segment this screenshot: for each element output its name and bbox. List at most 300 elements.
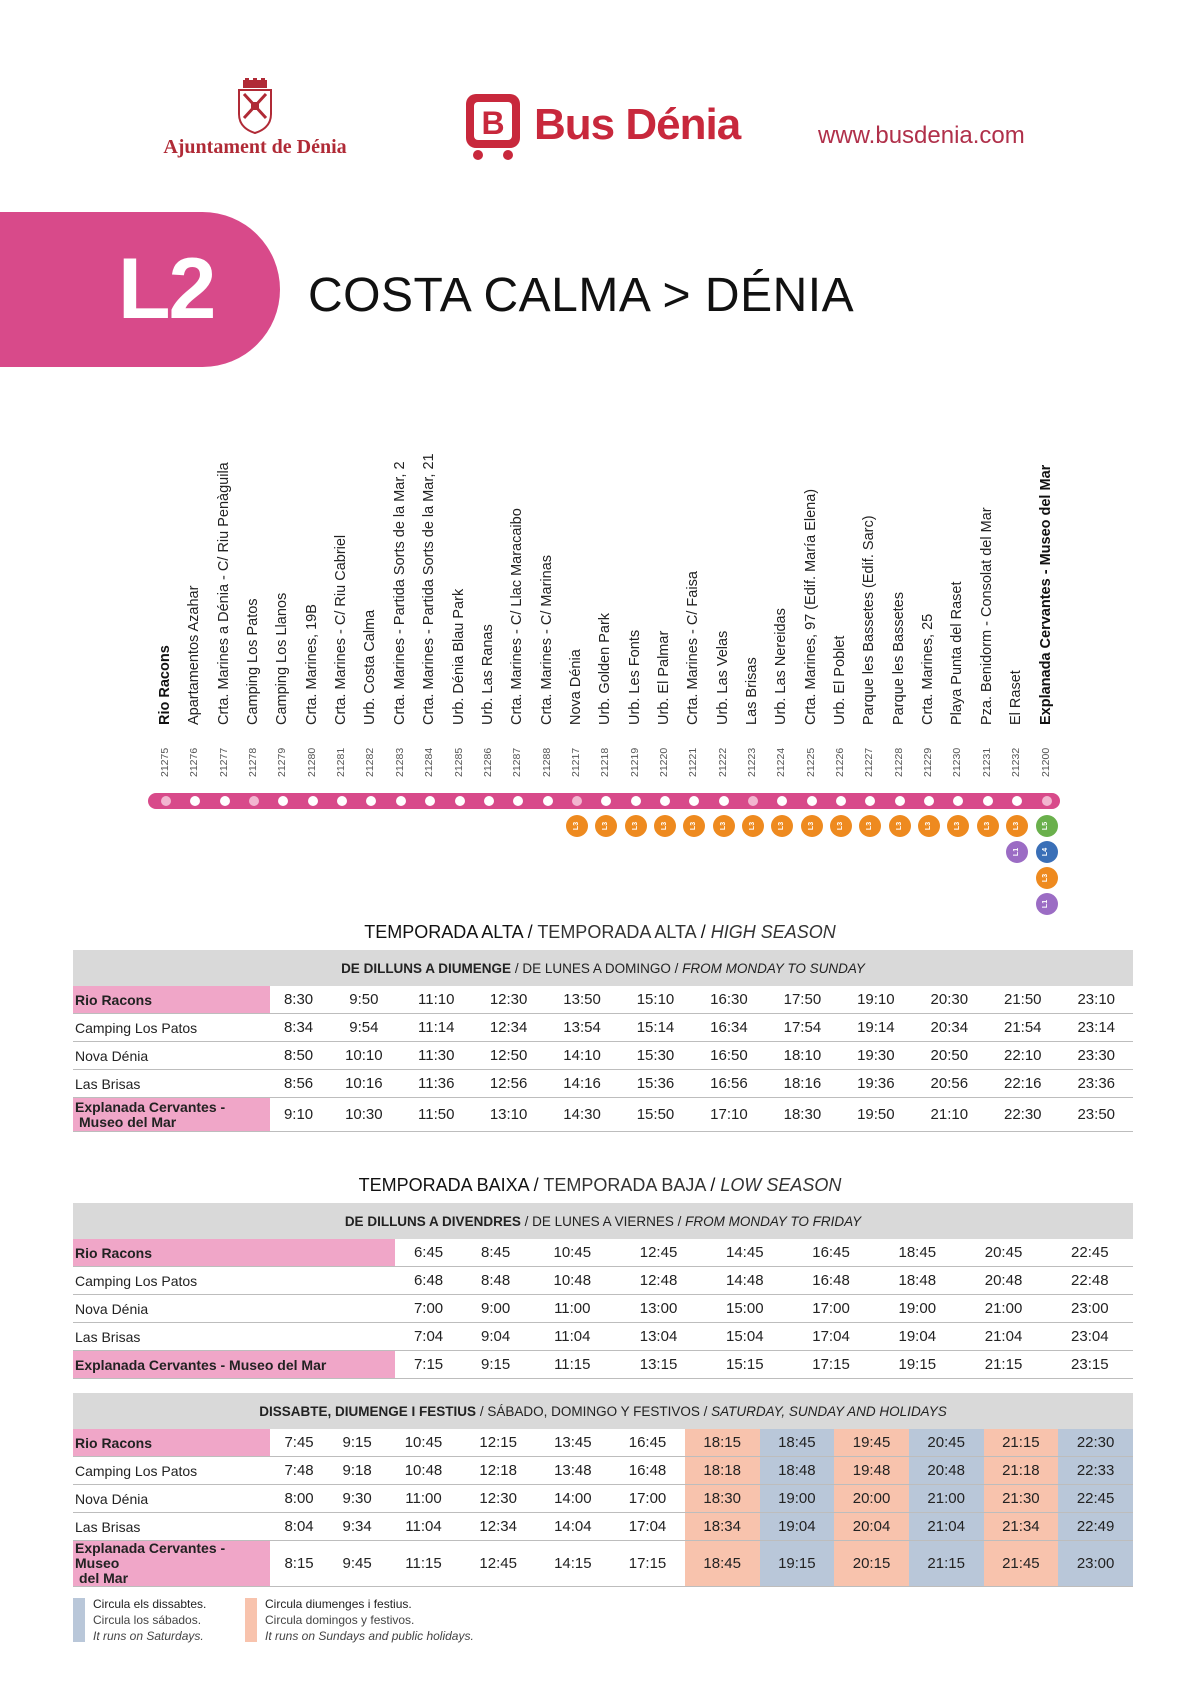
stop-label: Camping Los Patos [75, 1019, 198, 1036]
badge-label: L3 [631, 821, 639, 831]
time-cell: 12:30 [461, 1485, 536, 1513]
stop-dot [1042, 796, 1052, 806]
time-cell: 21:30 [984, 1485, 1059, 1513]
stop-name: Crta. Marines, 19B [303, 604, 320, 725]
stop-label: Museo del Mar [79, 1113, 177, 1130]
stop-label: Rio Racons [75, 1244, 153, 1261]
stop-code: 21226 [834, 747, 847, 777]
stop-code: 21286 [481, 747, 494, 777]
time-cell: 19:00 [874, 1295, 960, 1323]
time-cell: 15:30 [619, 1042, 692, 1070]
connection-badge [1036, 815, 1058, 837]
stop-dot [396, 796, 406, 806]
table-row [73, 1295, 1133, 1323]
time-cell: 20:15 [834, 1541, 909, 1587]
stop-cell [73, 1267, 395, 1295]
time-cell: 11:15 [529, 1351, 615, 1379]
badge-label: L3 [925, 821, 933, 831]
stop-name: Crta. Marines - C/ Llac Maracaibo [509, 508, 526, 725]
stop-name: Parque les Bassetes [890, 592, 907, 725]
time-cell: 21:00 [909, 1485, 984, 1513]
time-cell: 19:10 [839, 986, 912, 1014]
stop-dot [631, 796, 641, 806]
badge-label: L3 [983, 821, 991, 831]
stop-name: Urb. Les Fonts [626, 629, 643, 725]
time-cell: 19:50 [839, 1098, 912, 1132]
time-cell: 9:10 [270, 1098, 327, 1132]
time-cell: 8:15 [270, 1541, 328, 1587]
time-cell: 22:30 [1058, 1429, 1133, 1457]
stop-cell [73, 1098, 270, 1132]
time-cell: 9:45 [328, 1541, 386, 1587]
time-cell: 11:00 [386, 1485, 461, 1513]
stop-code: 21280 [305, 747, 318, 777]
time-cell: 13:48 [536, 1457, 611, 1485]
time-cell: 7:00 [395, 1295, 462, 1323]
badge-label: L3 [1042, 873, 1050, 883]
ajuntament-logo [150, 78, 360, 159]
time-cell: 21:34 [984, 1513, 1059, 1541]
sunday-swatch [245, 1598, 257, 1642]
stop-label: Explanada Cervantes - Museo del Mar [75, 1356, 327, 1373]
stop-name: Crta. Marines, 25 [920, 613, 937, 725]
table-row [73, 1098, 1133, 1132]
stop-dot [748, 796, 758, 806]
time-cell: 23:36 [1059, 1070, 1133, 1098]
stop-name: Las Brisas [744, 657, 760, 725]
time-cell: 18:45 [685, 1541, 760, 1587]
weekend-days: DISSABTE, DIUMENGE I FESTIUS / SÁBADO, DOMINGO Y FESTIVOS / SATURDAY, SUNDAY AND HOLIDAYS [73, 1393, 1133, 1429]
stop-dot [836, 796, 846, 806]
time-cell: 9:18 [328, 1457, 386, 1485]
time-cell: 20:45 [960, 1239, 1046, 1267]
time-cell: 17:10 [692, 1098, 765, 1132]
stop-code: 21285 [452, 747, 465, 777]
time-cell: 13:00 [615, 1295, 701, 1323]
stop-name: Crta. Marines, 97 (Edif. María Elena) [802, 488, 819, 725]
stop-name: Urb. Golden Park [597, 612, 614, 725]
time-cell: 7:15 [395, 1351, 462, 1379]
stop-name: Urb. Las Velas [714, 630, 731, 725]
connection-badge [654, 815, 676, 837]
days-es: DE LUNES A VIERNES [532, 1213, 674, 1229]
stop-cell [73, 1295, 395, 1323]
time-cell: 21:04 [960, 1323, 1046, 1351]
time-cell: 12:15 [461, 1429, 536, 1457]
stop-code: 21282 [364, 747, 377, 777]
stop-name: Crta. Marines - Partida Sorts de la Mar, 2 [391, 461, 408, 725]
time-cell: 21:50 [986, 986, 1059, 1014]
stop-dot [807, 796, 817, 806]
time-cell: 8:45 [462, 1239, 529, 1267]
time-cell: 11:04 [529, 1323, 615, 1351]
time-cell: 16:45 [610, 1429, 685, 1457]
days-ca: DISSABTE, DIUMENGE I FESTIUS [259, 1403, 477, 1419]
time-cell: 23:14 [1059, 1014, 1133, 1042]
time-cell: 11:50 [401, 1098, 472, 1132]
time-cell: 15:10 [619, 986, 692, 1014]
time-cell: 12:50 [472, 1042, 545, 1070]
time-cell: 23:04 [1047, 1323, 1133, 1351]
stop-dot [572, 796, 582, 806]
time-cell: 8:34 [270, 1014, 327, 1042]
time-cell: 8:48 [462, 1267, 529, 1295]
table-row [73, 1042, 1133, 1070]
stop-cell [73, 1239, 395, 1267]
stop-code: 21284 [423, 747, 436, 777]
stop-label: Las Brisas [75, 1518, 141, 1535]
stop-code: 21225 [804, 747, 817, 777]
stop-name: Playa Punta del Raset [949, 581, 966, 725]
stop-code: 21287 [511, 747, 524, 777]
stop-dot [660, 796, 670, 806]
stop-name: Urb. Las Nereidas [773, 608, 790, 725]
legend-line: Circula els dissabtes. [93, 1597, 207, 1611]
website-link[interactable]: www.busdenia.com [818, 122, 1025, 149]
ajuntament-name: Ajuntament de Dénia [163, 136, 347, 158]
stop-label: Rio Racons [75, 1434, 153, 1451]
time-cell: 10:48 [386, 1457, 461, 1485]
time-cell: 22:45 [1058, 1485, 1133, 1513]
time-cell: 6:45 [395, 1239, 462, 1267]
low-season-title: TEMPORADA BAIXA / TEMPORADA BAJA / LOW SEASON [358, 1175, 842, 1195]
stop-name: Urb. Dénia Blau Park [450, 588, 467, 725]
low-season-title-ca: TEMPORADA BAIXA [358, 1175, 529, 1195]
stop-code: 21224 [775, 747, 788, 777]
badge-label: L3 [660, 821, 668, 831]
connection-badge [625, 815, 647, 837]
time-cell: 19:04 [874, 1323, 960, 1351]
stop-name: Urb. El Poblet [832, 635, 849, 725]
table-row [73, 1070, 1133, 1098]
time-cell: 21:15 [984, 1429, 1059, 1457]
high-season-title: TEMPORADA ALTA / TEMPORADA ALTA / HIGH SEASON [364, 922, 836, 942]
time-cell: 12:30 [472, 986, 545, 1014]
table-row [73, 1323, 1133, 1351]
legend-line: Circula domingos y festivos. [265, 1613, 415, 1627]
time-cell: 14:04 [536, 1513, 611, 1541]
time-cell: 9:50 [327, 986, 400, 1014]
time-cell: 21:15 [960, 1351, 1046, 1379]
stop-dot [455, 796, 465, 806]
high-season-table [73, 950, 1133, 1132]
connection-badge [1036, 867, 1058, 889]
brand-name: Bus Dénia [534, 100, 741, 149]
time-cell: 19:04 [760, 1513, 835, 1541]
weekday-days: DE DILLUNS A DIVENDRES / DE LUNES A VIERNES / FROM MONDAY TO FRIDAY [73, 1203, 1133, 1239]
stop-name: Nova Dénia [567, 649, 584, 725]
stop-code: 21283 [393, 747, 406, 777]
legend-line: It runs on Sundays and public holidays. [265, 1629, 474, 1643]
connection-badge [742, 815, 764, 837]
stop-cell [73, 1541, 270, 1587]
stop-dot [249, 796, 259, 806]
stop-label: Nova Dénia [75, 1490, 149, 1507]
stop-code: 21277 [217, 747, 230, 777]
time-cell: 20:04 [834, 1513, 909, 1541]
time-cell: 11:30 [401, 1042, 472, 1070]
connection-badge [566, 815, 588, 837]
stop-name: Explanada Cervantes - Museo del Mar [1037, 464, 1054, 725]
stop-cell [73, 1457, 270, 1485]
stop-cell [73, 1042, 270, 1070]
time-cell: 19:15 [760, 1541, 835, 1587]
time-cell: 11:10 [401, 986, 472, 1014]
time-cell: 7:48 [270, 1457, 328, 1485]
time-cell: 14:30 [545, 1098, 618, 1132]
days-en: FROM MONDAY TO SUNDAY [682, 960, 865, 976]
stop-code: 21227 [863, 747, 876, 777]
time-cell: 10:48 [529, 1267, 615, 1295]
route-title: COSTA CALMA > DÉNIA [308, 269, 855, 322]
stop-name: Camping Los Llanos [274, 592, 291, 725]
stop-name: Camping Los Patos [245, 598, 262, 725]
days-en: SATURDAY, SUNDAY AND HOLIDAYS [711, 1403, 947, 1419]
time-cell: 13:04 [615, 1323, 701, 1351]
table-row [73, 1267, 1133, 1295]
time-cell: 9:04 [462, 1323, 529, 1351]
time-cell: 17:04 [610, 1513, 685, 1541]
table-row [73, 1485, 1133, 1513]
stop-name: Urb. Costa Calma [362, 609, 379, 725]
sunday-legend [265, 1596, 474, 1644]
stop-name: Parque les Bassetes (Edif. Sarc) [861, 515, 878, 725]
time-cell: 8:00 [270, 1485, 328, 1513]
stop-label: Nova Dénia [75, 1300, 149, 1317]
time-cell: 20:50 [913, 1042, 986, 1070]
time-cell: 17:15 [788, 1351, 874, 1379]
time-cell: 20:48 [909, 1457, 984, 1485]
time-cell: 16:48 [788, 1267, 874, 1295]
badge-label: L3 [778, 821, 786, 831]
time-cell: 18:10 [766, 1042, 839, 1070]
stop-label: Camping Los Patos [75, 1462, 198, 1479]
time-cell: 8:50 [270, 1042, 327, 1070]
time-cell: 16:48 [610, 1457, 685, 1485]
stop-code: 21231 [980, 747, 993, 777]
time-cell: 10:45 [386, 1429, 461, 1457]
stop-code: 21230 [951, 747, 964, 777]
connection-badge [713, 815, 735, 837]
stop-code: 21279 [276, 747, 289, 777]
time-cell: 22:48 [1047, 1267, 1133, 1295]
low-season-title-es: TEMPORADA BAJA [543, 1175, 706, 1195]
stop-dot [484, 796, 494, 806]
time-cell: 9:15 [462, 1351, 529, 1379]
stop-dot [719, 796, 729, 806]
table-row [73, 986, 1133, 1014]
time-cell: 10:16 [327, 1070, 400, 1098]
time-cell: 18:34 [685, 1513, 760, 1541]
connection-badge [830, 815, 852, 837]
stop-cell [73, 1014, 270, 1042]
days-en: FROM MONDAY TO FRIDAY [685, 1213, 862, 1229]
stop-dot [543, 796, 553, 806]
time-cell: 17:54 [766, 1014, 839, 1042]
connection-badge [889, 815, 911, 837]
stop-label: Camping Los Patos [75, 1272, 198, 1289]
stop-code: 21232 [1010, 747, 1023, 777]
time-cell: 22:16 [986, 1070, 1059, 1098]
time-cell: 22:45 [1047, 1239, 1133, 1267]
stop-code: 21219 [628, 747, 641, 777]
stop-name: El Raset [1008, 670, 1025, 725]
stop-cell [73, 1513, 270, 1541]
time-cell: 15:14 [619, 1014, 692, 1042]
badge-label: L3 [1013, 821, 1021, 831]
days-es: SÁBADO, DOMINGO Y FESTIVOS [487, 1403, 700, 1419]
badge-label: L1 [1013, 847, 1021, 857]
time-cell: 9:15 [328, 1429, 386, 1457]
svg-text:B: B [481, 105, 505, 141]
time-cell: 15:00 [702, 1295, 788, 1323]
time-cell: 20:45 [909, 1429, 984, 1457]
time-cell: 18:18 [685, 1457, 760, 1485]
stop-label: Explanada Cervantes - Museo [75, 1540, 226, 1571]
time-cell: 11:15 [386, 1541, 461, 1587]
time-cell: 11:04 [386, 1513, 461, 1541]
days-ca: DE DILLUNS A DIVENDRES [344, 1213, 521, 1229]
stop-name: Crta. Marines - C/ Faisa [685, 571, 702, 725]
saturday-swatch [73, 1598, 85, 1642]
time-cell: 15:50 [619, 1098, 692, 1132]
stop-name: Apartamentos Azahar [186, 585, 203, 725]
time-cell: 16:56 [692, 1070, 765, 1098]
time-cell: 23:15 [1047, 1351, 1133, 1379]
time-cell: 20:56 [913, 1070, 986, 1098]
time-cell: 16:30 [692, 986, 765, 1014]
stop-cell [73, 1351, 395, 1379]
time-cell: 19:45 [834, 1429, 909, 1457]
badge-label: L1 [1042, 899, 1050, 909]
connection-badge [801, 815, 823, 837]
table-row [73, 1541, 1133, 1587]
stop-name: Pza. Benidorm - Consolat del Mar [978, 507, 995, 725]
time-cell: 12:48 [615, 1267, 701, 1295]
bus-logo-icon [464, 92, 524, 162]
stop-code: 21217 [569, 747, 582, 777]
stop-name: Crta. Marines a Dénia - C/ Riu Penàguila [215, 462, 232, 725]
time-cell: 21:04 [909, 1513, 984, 1541]
stop-name: Crta. Marines - C/ Riu Cabriel [333, 534, 350, 725]
time-cell: 14:16 [545, 1070, 618, 1098]
header [0, 0, 1200, 200]
time-cell: 12:56 [472, 1070, 545, 1098]
stop-cell [73, 1485, 270, 1513]
time-cell: 18:15 [685, 1429, 760, 1457]
days-ca: DE DILLUNS A DIUMENGE [341, 960, 512, 976]
stop-name: Urb. El Palmar [655, 630, 672, 725]
time-cell: 21:15 [909, 1541, 984, 1587]
time-cell: 17:00 [788, 1295, 874, 1323]
time-cell: 12:18 [461, 1457, 536, 1485]
time-cell: 7:04 [395, 1323, 462, 1351]
time-cell: 13:15 [615, 1351, 701, 1379]
badge-label: L3 [807, 821, 815, 831]
time-cell: 14:15 [536, 1541, 611, 1587]
time-cell: 15:04 [702, 1323, 788, 1351]
time-cell: 23:00 [1047, 1295, 1133, 1323]
time-cell: 19:36 [839, 1070, 912, 1098]
time-cell: 19:30 [839, 1042, 912, 1070]
stop-code: 21278 [247, 747, 260, 777]
time-cell: 10:10 [327, 1042, 400, 1070]
time-cell: 19:15 [874, 1351, 960, 1379]
stop-dot [220, 796, 230, 806]
badge-label: L3 [572, 821, 580, 831]
stop-cell [73, 1429, 270, 1457]
legend [73, 1598, 673, 1648]
stop-code: 21200 [1039, 747, 1052, 777]
time-cell: 12:45 [461, 1541, 536, 1587]
time-cell: 9:30 [328, 1485, 386, 1513]
crest-icon [235, 78, 275, 134]
time-cell: 11:14 [401, 1014, 472, 1042]
stop-code: 21288 [540, 747, 553, 777]
time-cell: 10:45 [529, 1239, 615, 1267]
stop-cell [73, 986, 270, 1014]
table-row [73, 1014, 1133, 1042]
time-cell: 23:10 [1059, 986, 1133, 1014]
table-row [73, 1513, 1133, 1541]
time-cell: 15:15 [702, 1351, 788, 1379]
time-cell: 23:30 [1059, 1042, 1133, 1070]
time-cell: 12:45 [615, 1239, 701, 1267]
time-cell: 8:56 [270, 1070, 327, 1098]
time-cell: 17:50 [766, 986, 839, 1014]
time-cell: 13:45 [536, 1429, 611, 1457]
stop-code: 21228 [892, 747, 905, 777]
time-cell: 14:10 [545, 1042, 618, 1070]
time-cell: 17:00 [610, 1485, 685, 1513]
badge-label: L3 [954, 821, 962, 831]
low-season-weekend-table [73, 1393, 1133, 1587]
legend-line: It runs on Saturdays. [93, 1629, 204, 1643]
table-row [73, 1351, 1133, 1379]
time-cell: 8:04 [270, 1513, 328, 1541]
line-code: L2 [118, 241, 215, 337]
time-cell: 18:48 [874, 1267, 960, 1295]
time-cell: 22:49 [1058, 1513, 1133, 1541]
days-es: DE LUNES A DOMINGO [522, 960, 671, 976]
high-season-title-ca: TEMPORADA ALTA [364, 922, 523, 942]
stop-code: 21218 [599, 747, 612, 777]
stop-name: Rio Racons [157, 645, 173, 725]
high-season-title-en: HIGH SEASON [710, 922, 836, 942]
time-cell: 18:48 [760, 1457, 835, 1485]
time-cell: 11:00 [529, 1295, 615, 1323]
high-season-title-es: TEMPORADA ALTA [537, 922, 696, 942]
time-cell: 7:45 [270, 1429, 328, 1457]
time-cell: 21:10 [913, 1098, 986, 1132]
badge-label: L3 [690, 821, 698, 831]
stop-name: Crta. Marines - C/ Marinas [538, 554, 555, 725]
badge-label: L3 [866, 821, 874, 831]
time-cell: 13:10 [472, 1098, 545, 1132]
time-cell: 9:54 [327, 1014, 400, 1042]
connection-badge [977, 815, 999, 837]
time-cell: 18:30 [685, 1485, 760, 1513]
stop-code: 21276 [188, 747, 201, 777]
time-cell: 14:48 [702, 1267, 788, 1295]
stop-label: Las Brisas [75, 1328, 141, 1345]
stop-label: Las Brisas [75, 1075, 141, 1092]
badge-label: L5 [1042, 821, 1050, 831]
time-cell: 21:45 [984, 1541, 1059, 1587]
stop-code: 21222 [716, 747, 729, 777]
time-cell: 6:48 [395, 1267, 462, 1295]
time-cell: 13:54 [545, 1014, 618, 1042]
